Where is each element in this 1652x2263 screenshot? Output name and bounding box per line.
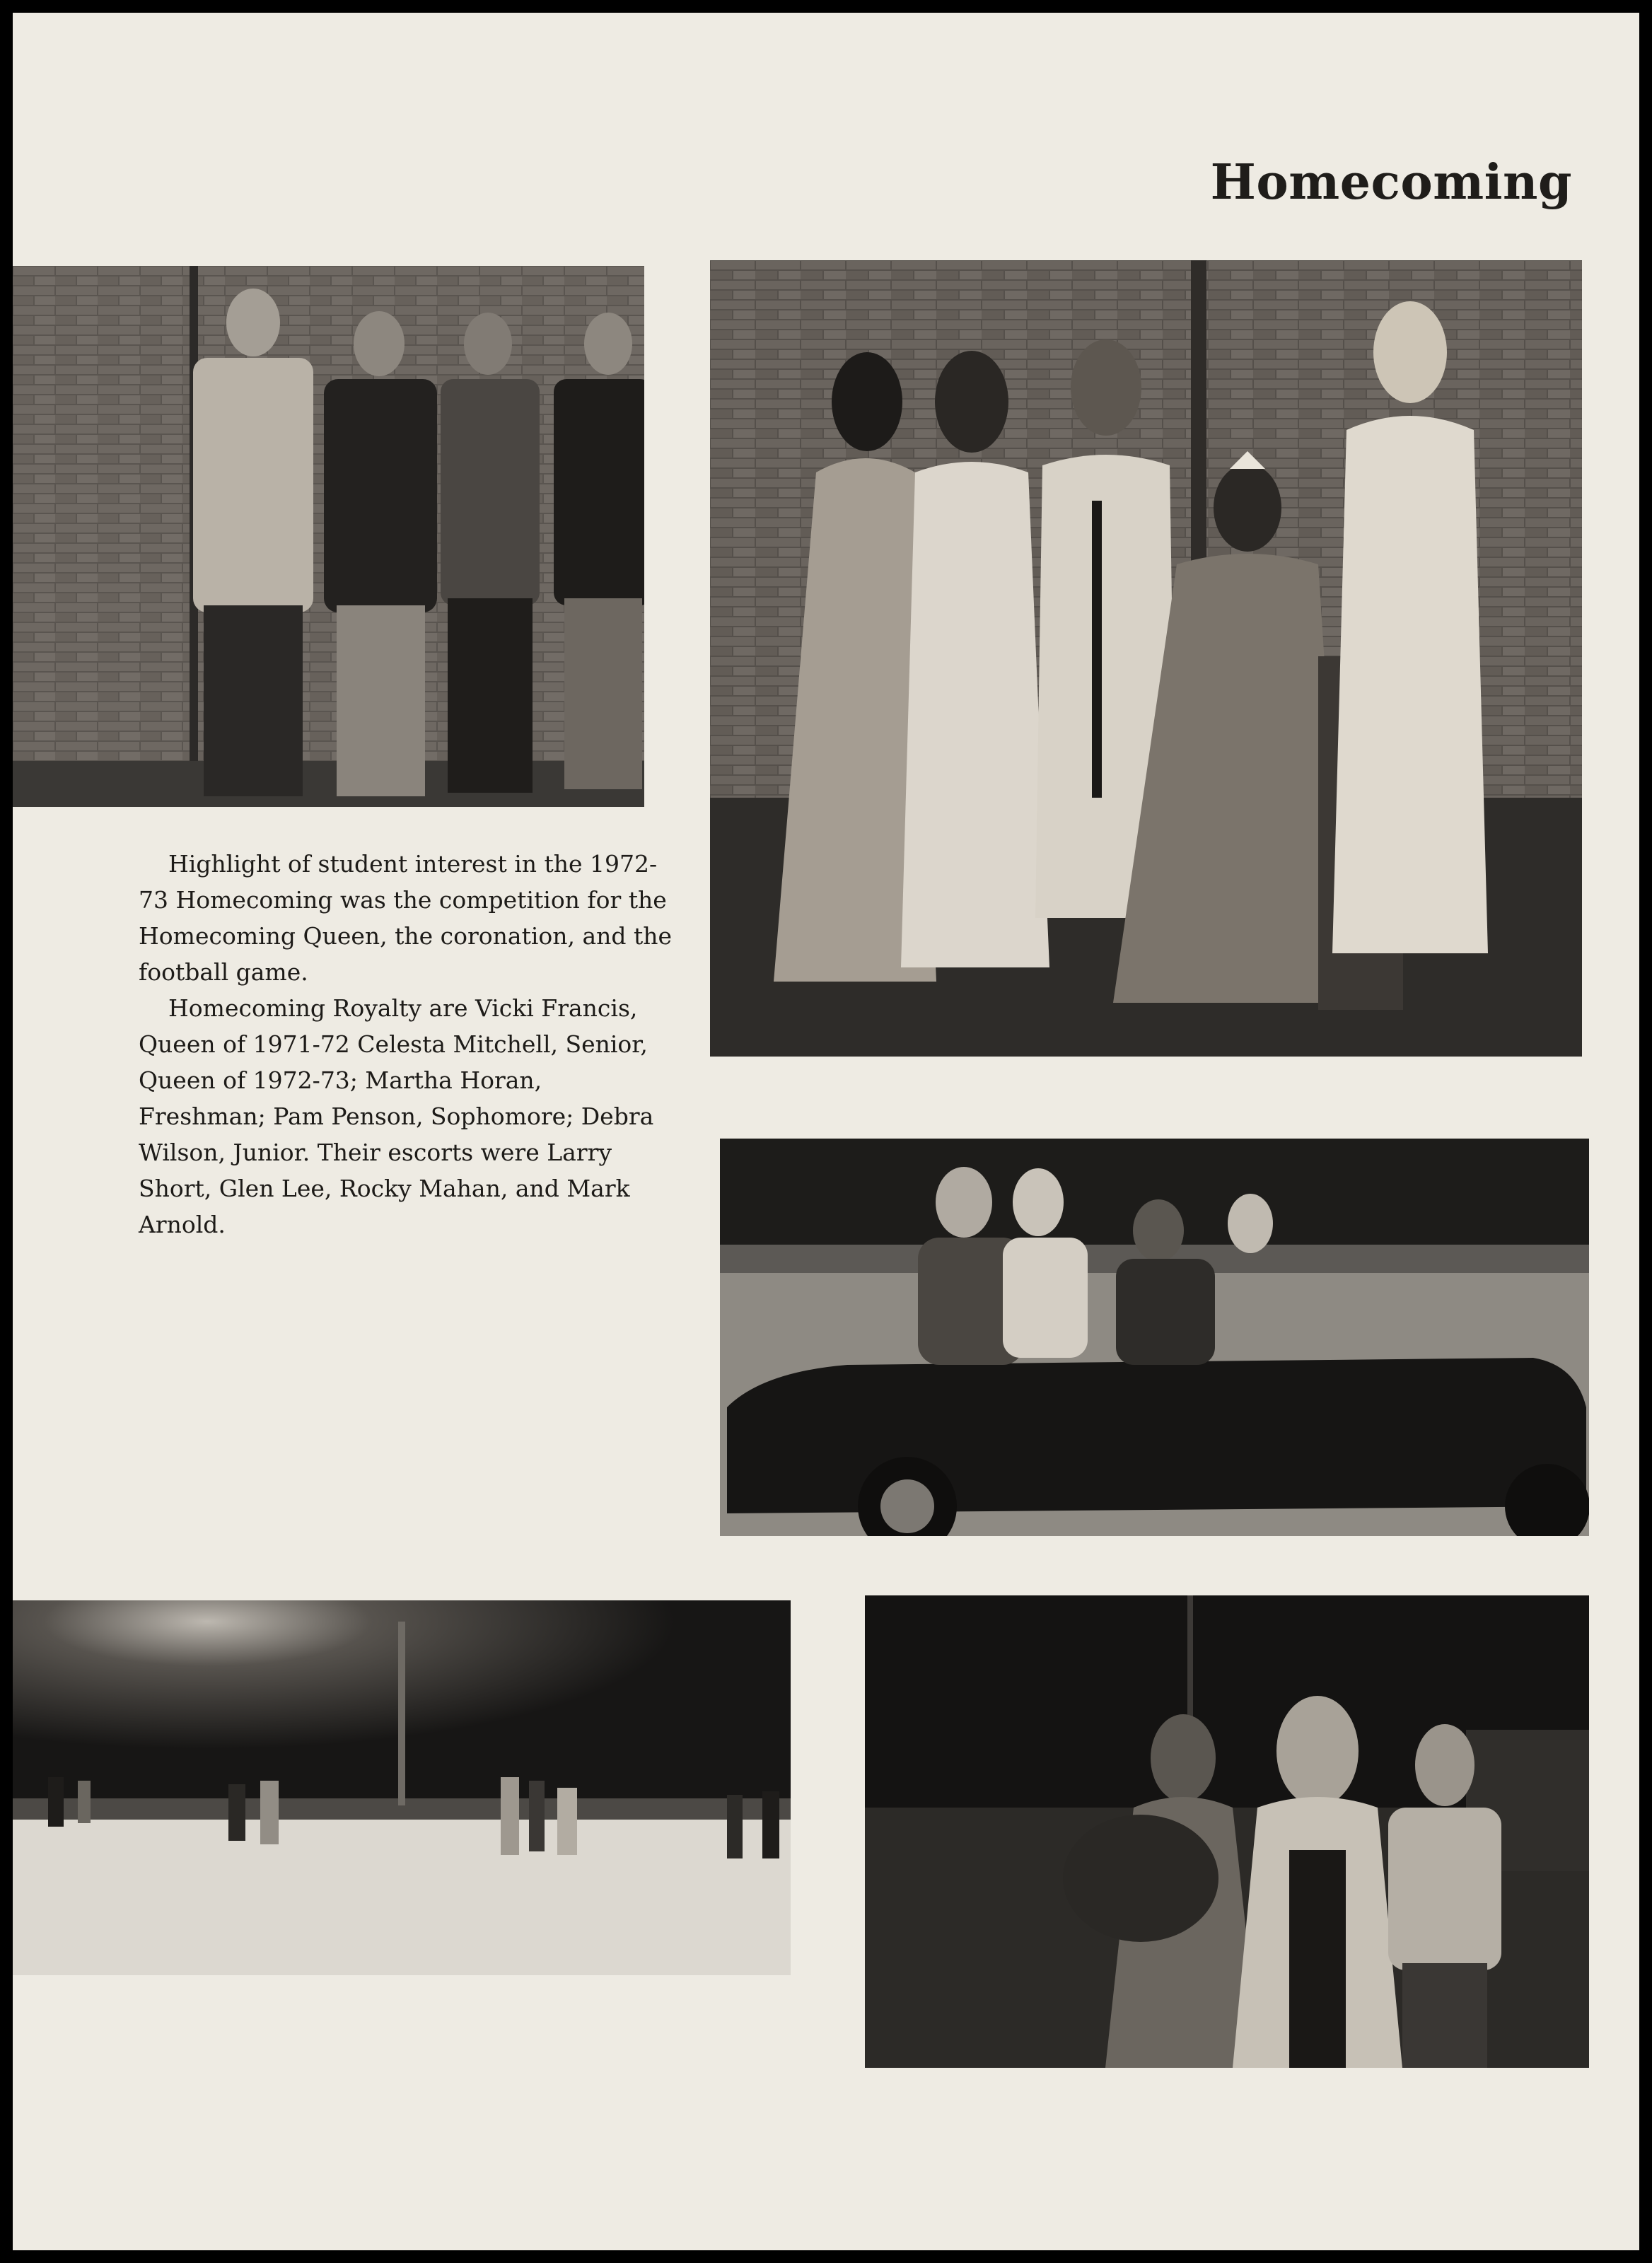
photo-homecoming-court	[710, 260, 1582, 1057]
photo-football-field	[13, 1600, 791, 1975]
page-title: Homecoming	[1210, 154, 1572, 211]
caption-paragraph-2: Homecoming Royalty are Vicki Francis, Queen of 1971-72 Celesta Mitchell, Senior, Queen of 1972-73; Martha Horan, Freshman; Pam Penson, Sophomore; Debra Wilson, Junior. Their escorts were Larry Short, Glen Lee, Rocky Mahan, and Mark Arnold.	[139, 994, 654, 1238]
caption-paragraph-1: Highlight of student interest in the 1972-73 Homecoming was the competition for the Homecoming Queen, the coronation, and the football game.	[139, 850, 673, 986]
caption-text	[139, 846, 676, 1243]
yearbook-page	[13, 13, 1639, 2250]
photo-escorts	[13, 266, 644, 807]
photo-queen-escorts	[865, 1595, 1589, 2068]
photo-convertible	[720, 1139, 1589, 1536]
